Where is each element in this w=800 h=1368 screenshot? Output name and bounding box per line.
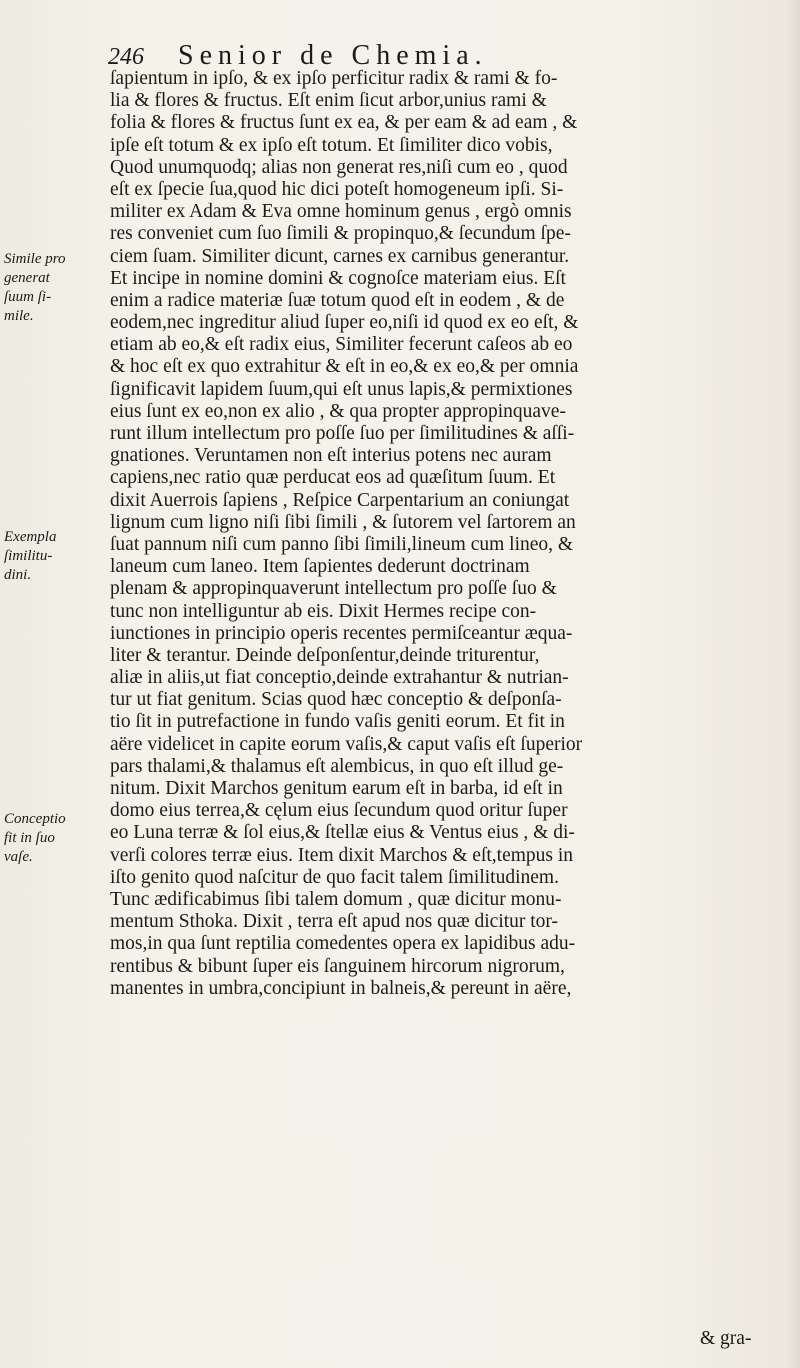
text-line: Quod unumquodq; alias non generat res,niſi cum eo , quod [110, 156, 568, 178]
marginal-note-simile [4, 250, 104, 326]
marginal-note-line: dini. [4, 567, 32, 583]
text-line: iſto genito quod naſcitur de quo facit talem ſimilitudinem. [110, 866, 559, 888]
marginal-note-exempla [4, 528, 104, 585]
page-header [108, 40, 668, 70]
text-line: manentes in umbra,concipiunt in balneis,& pereunt in aëre, [110, 977, 572, 999]
text-line: lignum cum ligno niſi ſibi ſimili , & ſutorem vel ſartorem an [110, 511, 576, 533]
marginal-note-line: ſuum ſi- [4, 289, 52, 305]
marginal-note-line: Exempla [4, 529, 57, 545]
text-line: ſuat pannum niſi cum panno ſibi ſimili,lineum cum lineo, & [110, 533, 574, 555]
text-line: eſt ex ſpecie ſua,quod hic dici poteſt homogeneum ipſi. Si- [110, 178, 564, 200]
text-line: aëre videlicet in capite eorum vaſis,& caput vaſis eſt ſuperior [110, 733, 583, 755]
text-line: capiens,nec ratio quæ perducat eos ad quæſitum ſuum. Et [110, 467, 556, 489]
running-head: Senior de Chemia. [178, 40, 488, 71]
marginal-note-line: Conceptio [4, 811, 66, 827]
text-line: gnationes. Veruntamen non eſt interius potens nec auram [110, 445, 552, 467]
text-line: tur ut fiat genitum. Scias quod hæc conceptio & deſponſa- [110, 689, 562, 711]
text-line: ſignificavit lapidem ſuum,qui eſt unus lapis,& permixtiones [110, 378, 573, 400]
text-line: Et incipe in nomine domini & cognoſce materiam eius. Eſt [110, 267, 566, 289]
text-line: eodem,nec ingreditur aliud ſuper eo,niſi id quod ex eo eſt, & [110, 312, 579, 334]
catchword: & gra- [700, 1328, 752, 1349]
text-line: aliæ in aliis,ut fiat conceptio,deinde extrahantur & nutrian- [110, 667, 569, 689]
text-line: res conveniet cum ſuo ſimili & propinquo,& ſecundum ſpe- [110, 223, 571, 245]
marginal-note-line: vaſe. [4, 849, 33, 865]
page-edge-shadow [786, 0, 800, 1368]
text-line: liter & terantur. Deinde deſponſentur,deinde triturentur, [110, 644, 540, 666]
text-line: ſapientum in ipſo, & ex ipſo perficitur radix & rami & fo- [110, 68, 558, 89]
text-line: folia & flores & fructus ſunt ex ea, & per eam & ad eam , & [110, 112, 578, 134]
text-line: verſi colores terræ eius. Item dixit Marchos & eſt,tempus in [110, 844, 574, 866]
text-line: etiam ab eo,& eſt radix eius, Similiter fecerunt caſeos ab eo [110, 334, 573, 356]
marginal-note-conceptio [4, 810, 104, 867]
text-line: mos,in qua ſunt reptilia comedentes opera ex lapidibus adu- [110, 933, 576, 955]
marginal-note-line: mile. [4, 308, 34, 324]
text-line: iunctiones in principio operis recentes permiſceantur æqua- [110, 622, 573, 644]
text-line: dixit Auerrois ſapiens , Reſpice Carpentarium an coniungat [110, 489, 570, 511]
text-line: runt illum intellectum pro poſſe ſuo per ſimilitudines & aſſi- [110, 423, 575, 444]
marginal-note-line: generat [4, 270, 50, 286]
marginal-note-line: ſimilitu- [4, 548, 53, 564]
text-line: laneum cum laneo. Item ſapientes dederunt doctrinam [110, 556, 530, 578]
text-line: nitum. Dixit Marchos genitum earum eſt in barba, id eſt in [110, 778, 563, 799]
text-line: Tunc ædificabimus ſibi talem domum , quæ dicitur monu- [110, 888, 562, 910]
text-line: eo Luna terræ & ſol eius,& ſtellæ eius & Ventus eius , & di- [110, 822, 575, 844]
text-line: militer ex Adam & Eva omne hominum genus , ergò omnis [110, 201, 572, 223]
text-line: & hoc eſt ex quo extrahitur & eſt in eo,& ex eo,& per omnia [110, 356, 579, 378]
body-text [110, 68, 780, 1000]
text-line: plenam & appropinquaverunt intellectum pro poſſe ſuo & [110, 578, 557, 600]
text-line: ciem ſuam. Similiter dicunt, carnes ex carnibus generantur. [110, 245, 570, 267]
text-line: rentibus & bibunt ſuper eis ſanguinem hircorum nigrorum, [110, 955, 565, 977]
text-line: tunc non intelliguntur ab eis. Dixit Hermes recipe con- [110, 600, 537, 622]
text-line: enim a radice materiæ ſuæ totum quod eſt in eodem , & de [110, 289, 565, 311]
marginal-note-line: fit in ſuo [4, 830, 55, 846]
text-line: tio ſit in putrefactione in fundo vaſis geniti eorum. Et fit in [110, 711, 565, 733]
text-line: pars thalami,& thalamus eſt alembicus, in quo eſt illud ge- [110, 755, 564, 777]
text-line: mentum Sthoka. Dixit , terra eſt apud nos quæ dicitur tor- [110, 911, 559, 933]
text-line: lia & flores & fructus. Eſt enim ſicut arbor,unius rami & [110, 90, 547, 112]
page-number: 246 [108, 44, 144, 70]
text-line: eius ſunt ex eo,non ex alio , & qua propter appropinquave- [110, 400, 566, 422]
text-line: domo eius terrea,& cęlum eius ſecundum quod oritur ſuper [110, 800, 568, 822]
text-line: ipſe eſt totum & ex ipſo eſt totum. Et ſimiliter dico vobis, [110, 134, 553, 156]
marginal-note-line: Simile pro [4, 251, 66, 267]
